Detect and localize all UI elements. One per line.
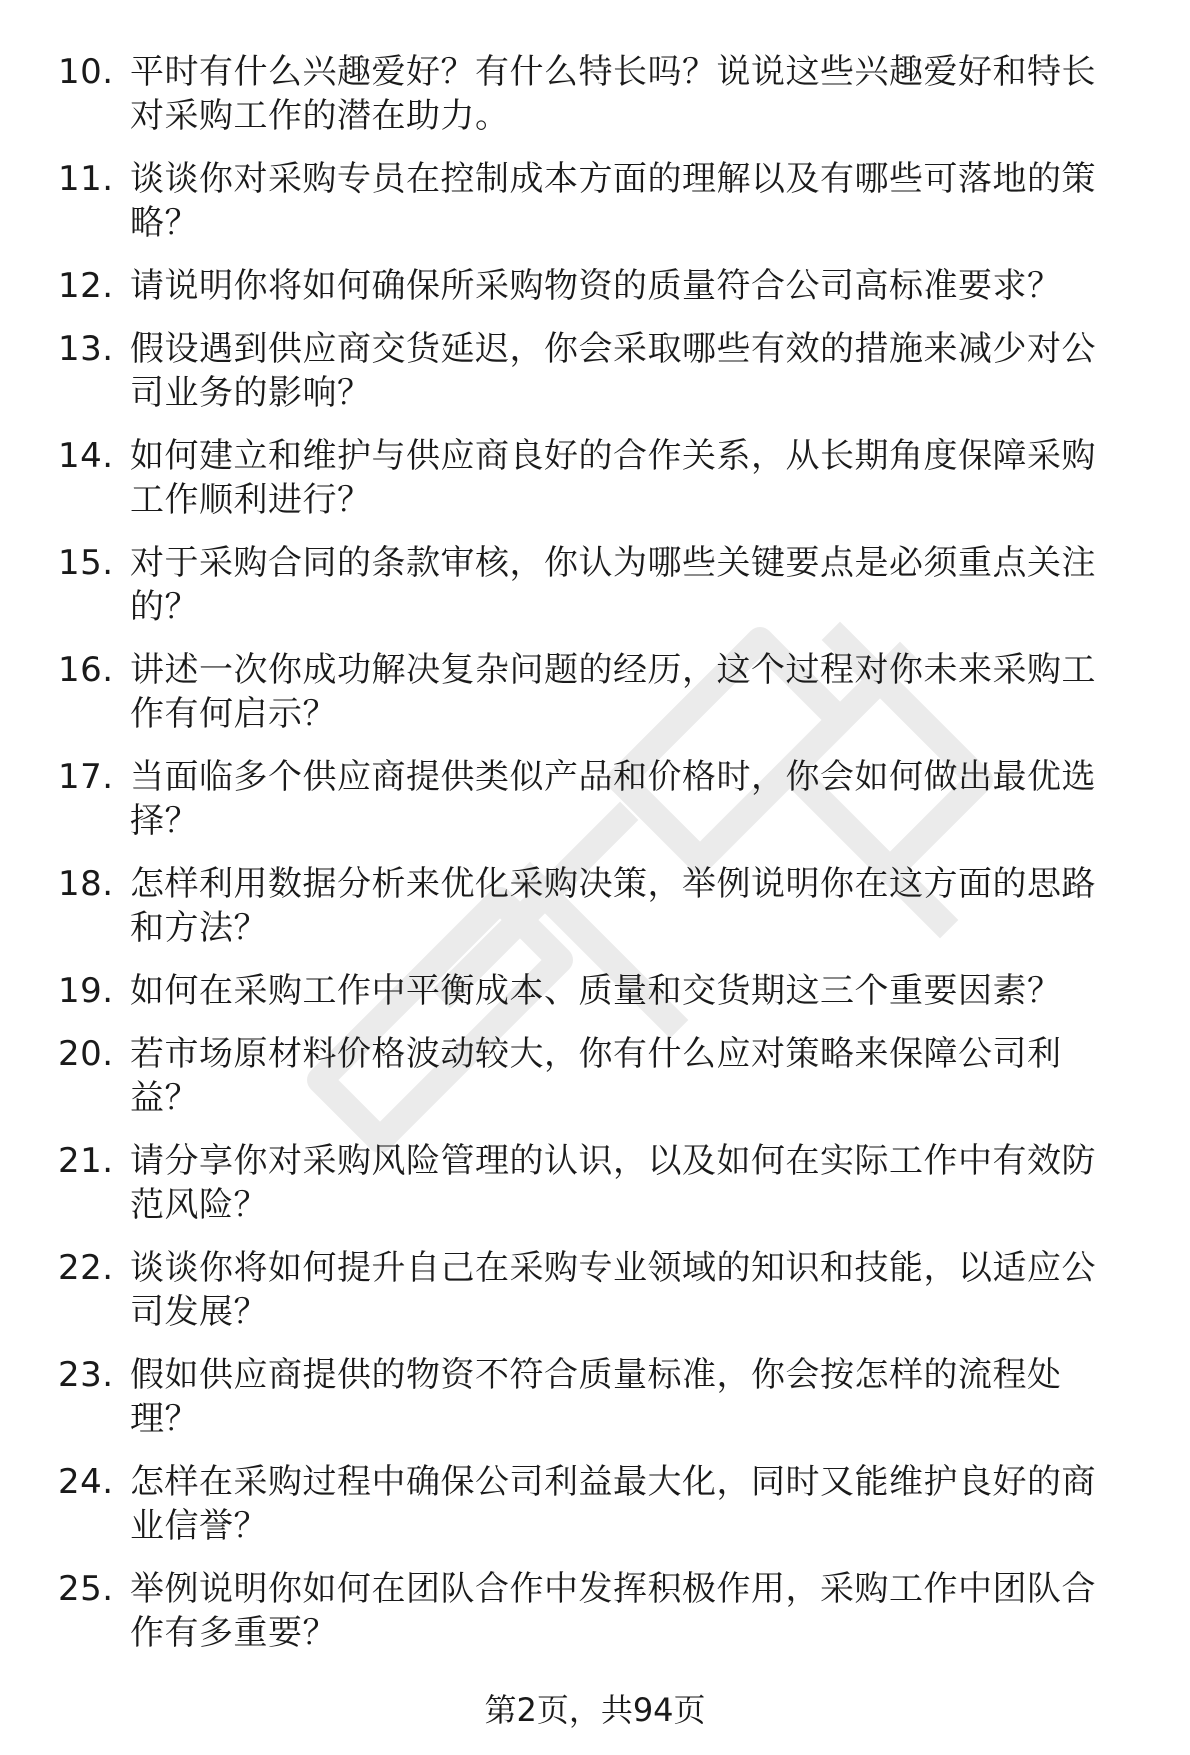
question-number: 12.: [58, 266, 114, 306]
question-number: 21.: [58, 1141, 114, 1181]
question-text: 举例说明你如何在团队合作中发挥积极作用，采购工作中团队合作有多重要？: [130, 1569, 1096, 1653]
question-item: [0, 1139, 1190, 1227]
question-item: [0, 264, 1190, 308]
question-text: 讲述一次你成功解决复杂问题的经历，这个过程对你未来采购工作有何启示？: [130, 650, 1096, 734]
question-text: 对于采购合同的条款审核，你认为哪些关键要点是必须重点关注的？: [130, 543, 1096, 627]
question-item: [0, 1246, 1190, 1334]
question-number: 25.: [58, 1569, 114, 1609]
question-item: [0, 1567, 1190, 1655]
question-text: 假如供应商提供的物资不符合质量标准，你会按怎样的流程处理？: [130, 1355, 1062, 1439]
question-number: 23.: [58, 1355, 114, 1395]
question-number: 24.: [58, 1462, 114, 1502]
question-item: [0, 50, 1190, 138]
question-item: [0, 541, 1190, 629]
question-text: 谈谈你对采购专员在控制成本方面的理解以及有哪些可落地的策略？: [130, 159, 1096, 243]
question-text: 平时有什么兴趣爱好？有什么特长吗？说说这些兴趣爱好和特长对采购工作的潜在助力。: [130, 52, 1096, 136]
question-number: 19.: [58, 971, 114, 1011]
question-text: 怎样在采购过程中确保公司利益最大化，同时又能维护良好的商业信誉？: [130, 1462, 1096, 1546]
page-footer: [0, 1690, 1190, 1730]
question-item: [0, 1353, 1190, 1441]
question-number: 11.: [58, 159, 114, 199]
question-number: 13.: [58, 329, 114, 369]
question-item: [0, 1460, 1190, 1548]
question-text: 若市场原材料价格波动较大，你有什么应对策略来保障公司利益？: [130, 1034, 1062, 1118]
question-item: [0, 862, 1190, 950]
question-number: 18.: [58, 864, 114, 904]
question-number: 20.: [58, 1034, 114, 1074]
question-item: [0, 1032, 1190, 1120]
question-number: 16.: [58, 650, 114, 690]
question-number: 22.: [58, 1248, 114, 1288]
question-item: [0, 434, 1190, 522]
question-number: 17.: [58, 757, 114, 797]
question-text: 请分享你对采购风险管理的认识，以及如何在实际工作中有效防范风险？: [130, 1141, 1096, 1225]
question-item: [0, 327, 1190, 415]
question-item: [0, 969, 1190, 1013]
question-text: 请说明你将如何确保所采购物资的质量符合公司高标准要求？: [130, 266, 1062, 306]
question-item: [0, 157, 1190, 245]
question-list: [0, 50, 1190, 1674]
page-number-label: 第2页，共94页: [484, 1691, 706, 1729]
question-text: 怎样利用数据分析来优化采购决策，举例说明你在这方面的思路和方法？: [130, 864, 1096, 948]
question-text: 谈谈你将如何提升自己在采购专业领域的知识和技能，以适应公司发展？: [130, 1248, 1096, 1332]
question-number: 14.: [58, 436, 114, 476]
question-text: 假设遇到供应商交货延迟，你会采取哪些有效的措施来减少对公司业务的影响？: [130, 329, 1096, 413]
question-item: [0, 755, 1190, 843]
question-text: 如何在采购工作中平衡成本、质量和交货期这三个重要因素？: [130, 971, 1062, 1011]
question-item: [0, 648, 1190, 736]
question-text: 当面临多个供应商提供类似产品和价格时，你会如何做出最优选择？: [130, 757, 1096, 841]
question-number: 15.: [58, 543, 114, 583]
question-number: 10.: [58, 52, 114, 92]
question-text: 如何建立和维护与供应商良好的合作关系，从长期角度保障采购工作顺利进行？: [130, 436, 1096, 520]
